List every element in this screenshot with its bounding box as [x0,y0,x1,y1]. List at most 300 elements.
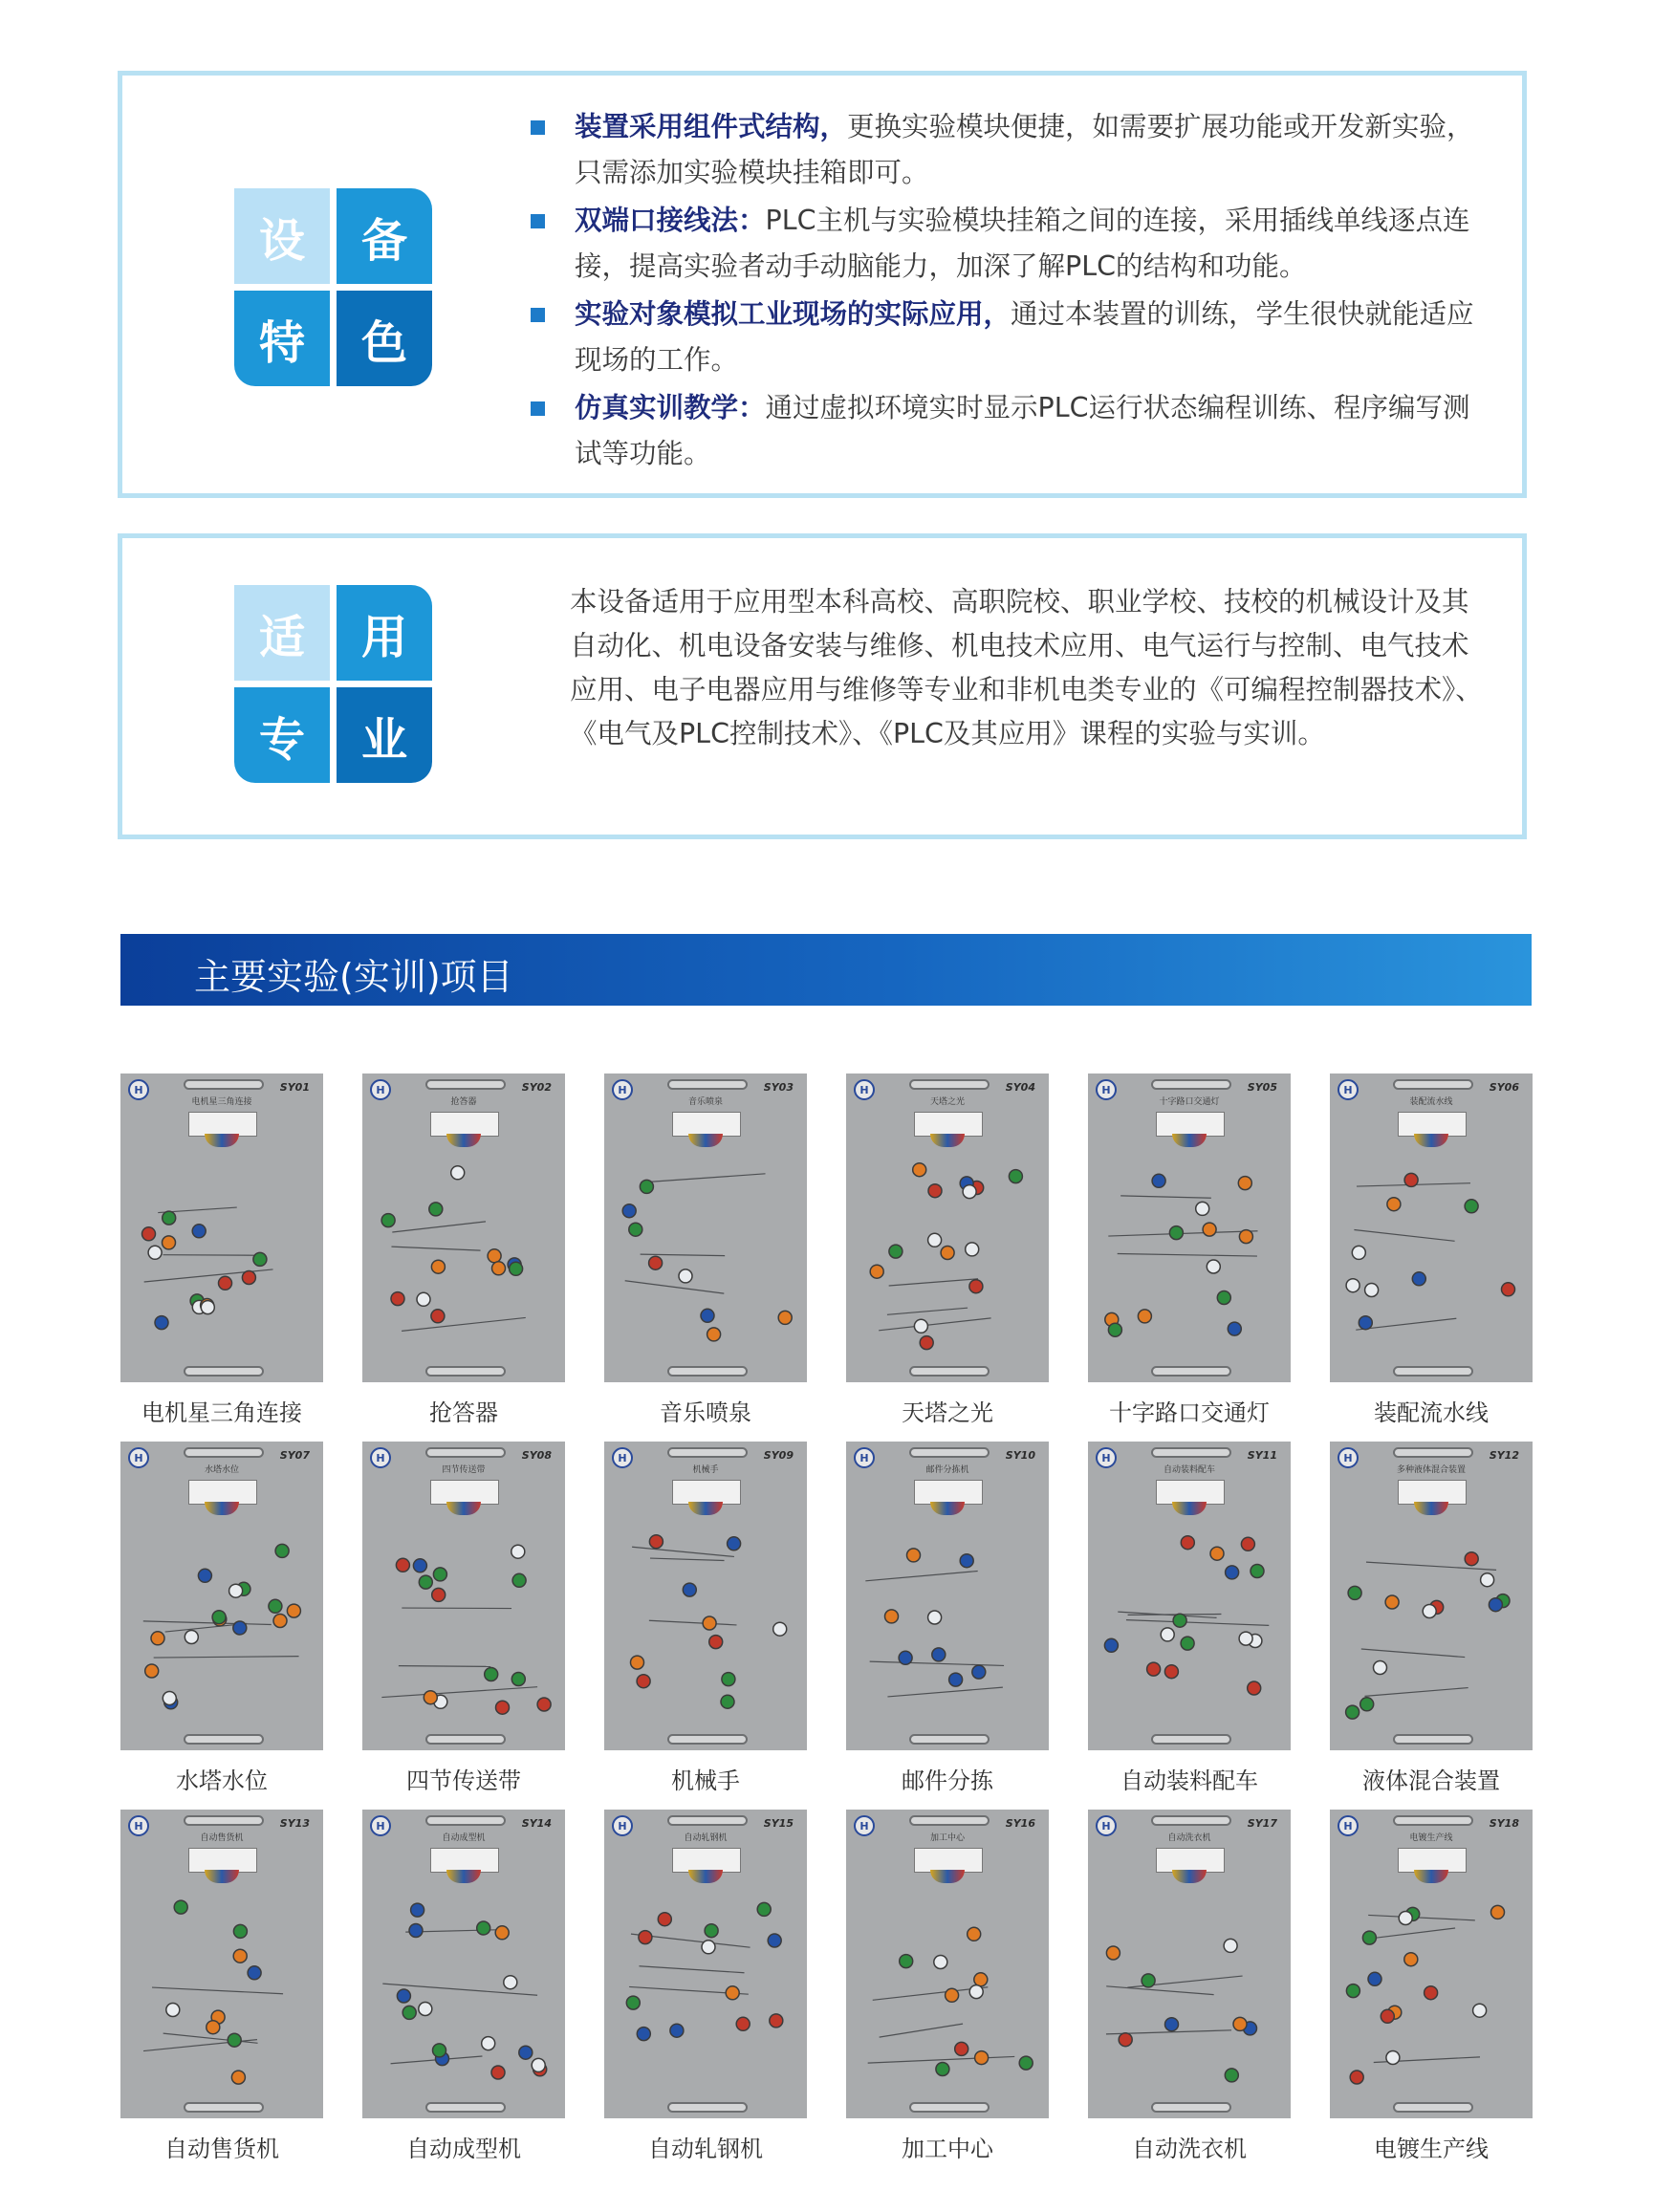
module-code: SY07 [279,1449,310,1462]
brand-logo-icon: H [128,1447,149,1468]
module-caption: 电机星三角连接 [141,1399,302,1426]
indicator-lamp-icon [1019,2056,1033,2070]
square-bullet-icon [531,120,545,135]
indicator-lamp-icon [1217,1291,1230,1305]
module-code: SY09 [763,1449,794,1462]
features-tiles [234,188,432,386]
indicator-lamp-icon [963,1185,976,1199]
majors-tile: 用 [337,585,432,681]
module-caption: 天塔之光 [902,1399,993,1426]
indicator-lamp-icon [941,1247,954,1260]
indicator-lamp-icon [402,2006,416,2019]
module-panel-image [846,1073,1049,1382]
indicator-lamp-icon [1203,1223,1216,1236]
indicator-lamp-icon [1181,1536,1194,1550]
brand-logo-icon: H [854,1079,875,1100]
feature-title: 装置采用组件式结构， [575,111,848,142]
indicator-lamp-icon [1251,1565,1264,1578]
indicator-lamp-icon [1346,1279,1359,1292]
indicator-lamp-icon [511,1673,525,1686]
module-caption: 水塔水位 [176,1767,268,1794]
panel-handle-icon [425,1734,506,1745]
indicator-lamp-icon [1181,1637,1194,1650]
indicator-lamp-icon [778,1311,792,1324]
panel-handle-icon [667,2102,748,2113]
indicator-lamp-icon [269,1599,282,1613]
module-caption: 加工中心 [902,2136,993,2162]
brand-logo-icon: H [612,1447,633,1468]
feature-title: 双端口接线法： [575,205,766,236]
brand-logo-icon: H [370,1815,391,1836]
panel-handle-icon [667,1366,748,1377]
indicator-lamp-icon [1239,1230,1252,1244]
module-panel-title: 邮件分拣机 [925,1465,969,1475]
section-banner [120,934,1532,1006]
module-panel-image [604,1442,807,1750]
indicator-lamp-icon [275,1544,289,1557]
module-card [120,1810,323,2163]
indicator-lamp-icon [1385,1595,1399,1609]
indicator-lamp-icon [722,1673,735,1686]
indicator-lamp-icon [1465,1200,1478,1213]
panel-handle-icon [909,1734,990,1745]
brand-logo-icon: H [1096,1079,1117,1100]
indicator-lamp-icon [151,1632,164,1645]
module-card [120,1442,323,1795]
indicator-lamp-icon [900,1955,913,1968]
module-code: SY08 [521,1449,552,1462]
indicator-lamp-icon [185,1631,198,1644]
module-code: SY18 [1489,1817,1519,1830]
indicator-lamp-icon [1425,1986,1438,2000]
module-card [1088,1073,1291,1427]
indicator-lamp-icon [512,1573,526,1587]
brand-logo-icon: H [1096,1815,1117,1836]
majors-box [118,533,1527,839]
indicator-lamp-icon [253,1252,267,1266]
indicator-lamp-icon [946,1988,959,2002]
indicator-lamp-icon [417,1292,430,1306]
module-panel-title: 自动成型机 [442,1833,486,1843]
module-panel-image [846,1442,1049,1750]
features-tile: 备 [337,188,432,284]
module-caption: 四节传送带 [406,1767,521,1794]
feature-text: 通过本装置的训练，学生很快就能适应现场的工作。 [575,298,1474,376]
indicator-lamp-icon [1169,1226,1183,1240]
module-code: SY11 [1247,1449,1277,1462]
majors-tiles [234,585,432,783]
module-card [1330,1442,1533,1795]
panel-handle-icon [1151,1815,1231,1826]
square-bullet-icon [531,214,545,228]
panel-handle-icon [184,1815,264,1826]
module-panel-image [362,1810,565,2118]
indicator-lamp-icon [670,2024,684,2037]
indicator-lamp-icon [485,1668,498,1681]
module-panel-image [120,1442,323,1750]
brand-logo-icon: H [1096,1447,1117,1468]
panel-handle-icon [667,1447,748,1458]
indicator-lamp-icon [163,1236,176,1249]
indicator-lamp-icon [192,1225,206,1238]
indicator-lamp-icon [488,1249,501,1263]
panel-handle-icon [1393,2102,1473,2113]
indicator-lamp-icon [885,1610,899,1623]
panel-handle-icon [667,1815,748,1826]
indicator-lamp-icon [424,1691,437,1704]
indicator-lamp-icon [1196,1202,1209,1215]
indicator-lamp-icon [287,1604,300,1617]
panel-handle-icon [1393,1079,1473,1090]
panel-handle-icon [184,2102,264,2113]
module-caption: 自动轧钢机 [648,2136,763,2162]
section-title: 主要实验(实训)项目 [194,956,513,998]
indicator-lamp-icon [770,2014,783,2028]
module-card [362,1810,565,2163]
module-caption: 音乐喷泉 [660,1399,751,1426]
panel-handle-icon [1151,1734,1231,1745]
indicator-lamp-icon [709,1636,723,1649]
indicator-lamp-icon [391,1292,404,1306]
indicator-lamp-icon [721,1695,734,1708]
indicator-lamp-icon [233,1924,247,1938]
module-grid [120,1073,1533,2163]
module-panel-image [1330,1442,1533,1750]
indicator-lamp-icon [1233,2017,1247,2030]
panel-handle-icon [1151,2102,1231,2113]
indicator-lamp-icon [409,1924,423,1938]
brand-logo-icon: H [612,1079,633,1100]
brand-logo-icon: H [1338,1815,1359,1836]
indicator-lamp-icon [914,1319,927,1333]
indicator-lamp-icon [477,1921,490,1935]
module-card [604,1073,807,1427]
brand-logo-icon: H [1338,1079,1359,1100]
brand-logo-icon: H [370,1447,391,1468]
indicator-lamp-icon [207,2021,220,2034]
module-code: SY13 [279,1817,310,1830]
module-card [604,1442,807,1795]
indicator-lamp-icon [433,1568,446,1581]
indicator-lamp-icon [649,1256,663,1269]
indicator-lamp-icon [928,1611,942,1624]
indicator-lamp-icon [1352,1246,1365,1259]
indicator-lamp-icon [174,1900,187,1914]
indicator-lamp-icon [974,1973,988,1986]
indicator-lamp-icon [519,2046,533,2059]
indicator-lamp-icon [1009,1170,1022,1183]
indicator-lamp-icon [273,1615,287,1628]
panel-handle-icon [1393,1815,1473,1826]
indicator-lamp-icon [1386,2051,1400,2065]
indicator-lamp-icon [1362,1931,1376,1944]
module-card [362,1073,565,1427]
indicator-lamp-icon [1502,1283,1515,1296]
indicator-lamp-icon [1224,1939,1237,1952]
indicator-lamp-icon [934,1956,947,1969]
indicator-lamp-icon [242,1271,255,1285]
indicator-lamp-icon [1239,1632,1252,1645]
majors-tile: 业 [337,687,432,783]
indicator-lamp-icon [451,1166,465,1180]
indicator-lamp-icon [248,1966,261,1980]
indicator-lamp-icon [1142,1974,1155,1987]
indicator-lamp-icon [397,1989,410,2003]
indicator-lamp-icon [381,1214,395,1227]
module-card [1330,1810,1533,2163]
indicator-lamp-icon [432,1588,446,1601]
indicator-lamp-icon [899,1651,912,1664]
indicator-lamp-icon [198,1569,211,1582]
indicator-lamp-icon [1238,1177,1251,1190]
indicator-lamp-icon [629,1223,642,1236]
module-panel-image [362,1073,565,1382]
indicator-lamp-icon [1404,1173,1418,1186]
indicator-lamp-icon [1241,1537,1254,1551]
indicator-lamp-icon [928,1233,942,1247]
module-card [846,1810,1049,2163]
indicator-lamp-icon [960,1554,973,1568]
module-panel-title: 四节传送带 [442,1465,486,1475]
majors-tile: 适 [234,585,330,681]
indicator-lamp-icon [966,1243,979,1256]
indicator-lamp-icon [212,1611,226,1624]
module-panel-title: 水塔水位 [204,1465,239,1475]
module-panel-image [1330,1810,1533,2118]
module-panel-title: 多种液体混合装置 [1396,1465,1466,1475]
indicator-lamp-icon [429,1203,443,1216]
indicator-lamp-icon [703,1616,716,1630]
feature-text: 通过虚拟环境实时显示PLC运行状态编程训练、程序编写测试等功能。 [575,392,1470,469]
panel-handle-icon [909,1815,990,1826]
indicator-lamp-icon [482,2037,495,2050]
module-card [846,1442,1049,1795]
module-code: SY05 [1247,1081,1277,1094]
indicator-lamp-icon [889,1245,903,1258]
indicator-lamp-icon [757,1902,771,1916]
indicator-lamp-icon [702,1941,715,1954]
indicator-lamp-icon [495,1926,509,1940]
feature-item [529,292,1485,383]
indicator-lamp-icon [233,1621,247,1635]
indicator-lamp-icon [1138,1310,1151,1323]
features-tile: 特 [234,291,330,386]
indicator-lamp-icon [622,1204,636,1218]
indicator-lamp-icon [419,1575,432,1589]
indicator-lamp-icon [626,1996,640,2009]
indicator-lamp-icon [1399,1912,1412,1925]
module-panel-title: 装配流水线 [1409,1097,1453,1107]
panel-handle-icon [1393,1734,1473,1745]
module-caption: 邮件分拣 [902,1767,993,1794]
indicator-lamp-icon [1108,1323,1121,1336]
features-list [529,104,1485,479]
panel-handle-icon [425,2102,506,2113]
module-panel-title: 电机星三角连接 [191,1097,252,1107]
panel-handle-icon [909,1079,990,1090]
module-code: SY03 [763,1081,794,1094]
module-panel-title: 音乐喷泉 [687,1097,723,1107]
indicator-lamp-icon [631,1656,644,1669]
indicator-lamp-icon [142,1227,156,1241]
indicator-lamp-icon [1350,2071,1363,2084]
indicator-lamp-icon [1491,1905,1505,1919]
indicator-lamp-icon [640,1180,653,1193]
indicator-lamp-icon [701,1309,714,1322]
module-code: SY02 [521,1081,552,1094]
brand-logo-icon: H [370,1079,391,1100]
indicator-lamp-icon [1381,2009,1394,2023]
module-panel-image [1088,1810,1291,2118]
module-card [846,1073,1049,1427]
indicator-lamp-icon [148,1246,162,1259]
indicator-lamp-icon [228,2033,241,2047]
module-panel-title: 自动轧钢机 [684,1833,728,1843]
brand-logo-icon: H [854,1815,875,1836]
module-code: SY15 [763,1817,794,1830]
indicator-lamp-icon [1164,1665,1178,1679]
panel-handle-icon [425,1447,506,1458]
indicator-lamp-icon [639,1931,652,1944]
brand-logo-icon: H [128,1815,149,1836]
module-card [362,1442,565,1795]
panel-handle-icon [909,1447,990,1458]
indicator-lamp-icon [201,1301,214,1314]
indicator-lamp-icon [1173,1614,1186,1627]
features-tile: 设 [234,188,330,284]
module-card [1330,1073,1533,1427]
panel-handle-icon [667,1079,748,1090]
module-caption: 液体混合装置 [1362,1767,1500,1794]
indicator-lamp-icon [510,1262,523,1275]
indicator-lamp-icon [707,1328,721,1341]
indicator-lamp-icon [920,1336,933,1350]
indicator-lamp-icon [219,1276,232,1290]
indicator-lamp-icon [1248,1681,1261,1695]
module-caption: 装配流水线 [1374,1399,1489,1426]
indicator-lamp-icon [1226,1566,1239,1579]
module-caption: 自动售货机 [164,2136,279,2162]
module-panel-image [604,1810,807,2118]
indicator-lamp-icon [1104,1638,1118,1652]
indicator-lamp-icon [949,1673,963,1686]
module-caption: 抢答器 [429,1399,498,1426]
panel-handle-icon [1151,1079,1231,1090]
module-panel-title: 自动洗衣机 [1167,1833,1211,1843]
indicator-lamp-icon [1374,1661,1387,1675]
indicator-lamp-icon [1365,1284,1379,1297]
indicator-lamp-icon [975,2051,989,2065]
module-card [604,1810,807,2163]
indicator-lamp-icon [1423,1605,1436,1618]
majors-tile: 专 [234,687,330,783]
indicator-lamp-icon [1228,1322,1241,1335]
indicator-lamp-icon [229,1584,243,1597]
indicator-lamp-icon [969,1985,983,1999]
module-panel-title: 自动售货机 [200,1833,244,1843]
indicator-lamp-icon [1210,1547,1224,1560]
indicator-lamp-icon [1225,2069,1238,2082]
indicator-lamp-icon [1489,1598,1502,1612]
indicator-lamp-icon [1346,1984,1359,1998]
indicator-lamp-icon [932,1648,946,1661]
indicator-lamp-icon [736,2017,750,2030]
module-caption: 机械手 [671,1767,740,1794]
brand-logo-icon: H [854,1447,875,1468]
module-card [1088,1810,1291,2163]
indicator-lamp-icon [649,1535,663,1549]
indicator-lamp-icon [155,1316,168,1330]
indicator-lamp-icon [1360,1698,1374,1711]
indicator-lamp-icon [1359,1316,1372,1330]
indicator-lamp-icon [637,1675,650,1688]
brand-logo-icon: H [612,1815,633,1836]
panel-handle-icon [425,1366,506,1377]
indicator-lamp-icon [411,1903,424,1917]
indicator-lamp-icon [433,2044,446,2057]
features-box [118,71,1527,498]
panel-handle-icon [425,1815,506,1826]
indicator-lamp-icon [705,1924,718,1938]
indicator-lamp-icon [968,1927,981,1941]
feature-item [529,385,1485,477]
square-bullet-icon [531,401,545,416]
feature-text: PLC主机与实验模块挂箱之间的连接，采用插线单线逐点连接，提高实验者动手动脑能力，加深了解PLC的结构和功能。 [575,205,1470,282]
feature-title: 仿真实训教学： [575,392,766,423]
indicator-lamp-icon [1348,1586,1361,1599]
indicator-lamp-icon [1152,1174,1165,1187]
indicator-lamp-icon [683,1583,696,1596]
module-panel-image [1330,1073,1533,1382]
indicator-lamp-icon [1412,1272,1425,1286]
module-caption: 自动洗衣机 [1132,2136,1247,2162]
indicator-lamp-icon [504,1976,517,1989]
indicator-lamp-icon [1147,1662,1161,1676]
indicator-lamp-icon [969,1280,983,1293]
indicator-lamp-icon [928,1184,942,1198]
indicator-lamp-icon [658,1913,671,1926]
indicator-lamp-icon [726,1986,739,2000]
module-code: SY14 [521,1817,552,1830]
module-caption: 自动成型机 [406,2136,521,2162]
module-panel-title: 抢答器 [450,1097,477,1107]
indicator-lamp-icon [1207,1260,1220,1273]
panel-handle-icon [909,2102,990,2113]
panel-handle-icon [1151,1447,1231,1458]
panel-handle-icon [184,1447,264,1458]
indicator-lamp-icon [431,1310,445,1323]
module-code: SY01 [279,1081,310,1094]
panel-handle-icon [184,1734,264,1745]
module-panel-image [1088,1073,1291,1382]
indicator-lamp-icon [496,1701,510,1714]
indicator-lamp-icon [936,2063,949,2076]
indicator-lamp-icon [1161,1628,1174,1641]
indicator-lamp-icon [145,1664,159,1678]
indicator-lamp-icon [491,2066,505,2079]
module-code: SY10 [1005,1449,1035,1462]
brand-logo-icon: H [128,1079,149,1100]
indicator-lamp-icon [396,1558,409,1572]
majors-description: 本设备适用于应用型本科高校、高职院校、职业学校、技校的机械设计及其自动化、机电设备安装与维修、机电技术应用、电气运行与控制、电气技术应用、电子电器应用与维修等专业和非机电类专业的《可编程控制器技术》、《电气及PLC控制技术》、《PLC及其应用》课程的实验与实训。 [570,586,1483,749]
module-panel-image [120,1073,323,1382]
indicator-lamp-icon [773,1622,787,1636]
indicator-lamp-icon [1165,2018,1179,2031]
feature-item [529,198,1485,290]
features-tile: 色 [337,291,432,386]
indicator-lamp-icon [1106,1946,1120,1960]
module-caption: 十字路口交通灯 [1109,1399,1270,1426]
